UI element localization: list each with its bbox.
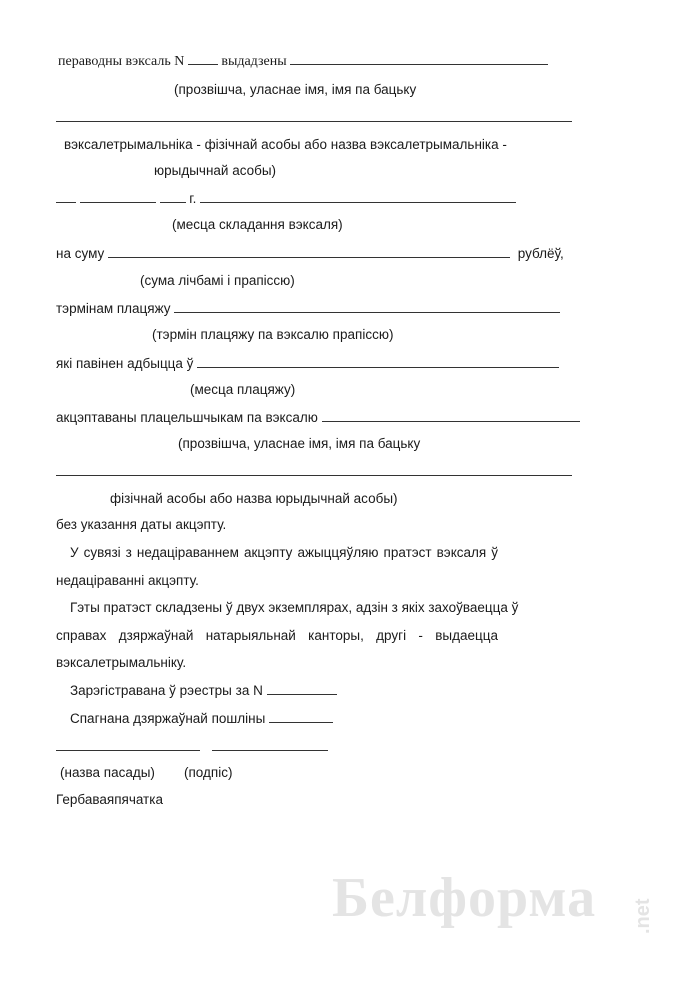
date-place-line [56, 190, 516, 207]
registry-line [70, 682, 337, 699]
issued-label: выдадзены [221, 54, 287, 69]
sum-field[interactable] [108, 245, 510, 258]
paragraph-2-line-1: Гэты пратэст складзены ў двух экземплярах, адзін з якіх захоўваецца ў [70, 600, 519, 615]
payer-field[interactable] [322, 409, 580, 422]
place-made-field[interactable] [200, 190, 516, 203]
fee-label: Спагнана дзяржаўнай пошліны [70, 711, 266, 726]
fee-field[interactable] [269, 710, 333, 723]
hint-pay-place: (месца плацяжу) [190, 382, 296, 397]
term-line [56, 300, 560, 317]
hint-holder-2: юрыдычнай асобы) [154, 163, 277, 178]
paragraph-1-line-2: недацiраваннi акцэпту. [56, 573, 199, 588]
brand-watermark-domain: .net [632, 898, 654, 934]
month-field[interactable] [80, 190, 156, 203]
hint-term: (тэрмін плацяжу па вэксалю прапіссю) [152, 327, 394, 342]
sum-line [56, 245, 564, 262]
pay-place-field[interactable] [197, 355, 559, 368]
registry-label: Зарэгістравана ў рэестры за N [70, 683, 263, 698]
hint-payer-2: фізічнай асобы або назва юрыдычнай асобы) [110, 491, 398, 506]
issued-to-field[interactable] [290, 52, 548, 65]
holder-full-line[interactable] [56, 121, 572, 122]
bill-number-line [58, 52, 548, 70]
term-label: тэрмінам плацяжу [56, 301, 171, 316]
registry-number-field[interactable] [267, 682, 337, 695]
sum-unit: рублёў, [517, 246, 564, 261]
brand-watermark: Белформа [332, 867, 597, 929]
pay-label: які павінен адбыцца ў [56, 356, 194, 371]
hint-holder-1: вэксалетрымальніка - фізічнай асобы або назва вэксалетрымальніка - [64, 137, 507, 152]
signature-line[interactable] [212, 750, 328, 751]
position-signature-line[interactable] [56, 750, 200, 751]
hint-signature: (подпіс) [184, 765, 233, 780]
fee-line [70, 710, 333, 727]
stamp-text: Гербаваяпячатка [56, 792, 163, 807]
hint-drawer-name: (прозвішча, уласнае імя, імя па бацьку [174, 82, 417, 97]
hint-payer-1: (прозвішча, уласнае імя, імя па бацьку [178, 436, 421, 451]
paragraph-1-line-1: У сувязі з недацiраваннем акцэпту ажыццяўляю пратэст вэксаля ў [70, 545, 498, 560]
year-suffix: г. [189, 191, 197, 206]
hint-position: (назва пасады) [60, 765, 155, 780]
accept-line [56, 409, 580, 426]
day-field[interactable] [56, 190, 76, 203]
pay-place-line [56, 355, 559, 372]
accept-label: акцэптаваны плацельшчыкам па вэксалю [56, 410, 318, 425]
paragraph-2-line-2: справах дзяржаўнай натарыяльнай канторы, другі - выдаецца [56, 628, 498, 643]
sum-label: на суму [56, 246, 105, 261]
term-field[interactable] [174, 300, 560, 313]
bill-label: пераводны вэксаль N [58, 54, 185, 69]
bill-number-field[interactable] [188, 52, 218, 65]
paragraph-2-line-3: вэксалетрымальніку. [56, 655, 187, 670]
hint-place-made: (месца складання вэксаля) [172, 217, 343, 232]
no-date-text: без указання даты акцэпту. [56, 517, 227, 532]
payer-full-line[interactable] [56, 475, 572, 476]
year-field[interactable] [160, 190, 186, 203]
hint-sum: (сума лічбамі і прапіссю) [140, 273, 295, 288]
